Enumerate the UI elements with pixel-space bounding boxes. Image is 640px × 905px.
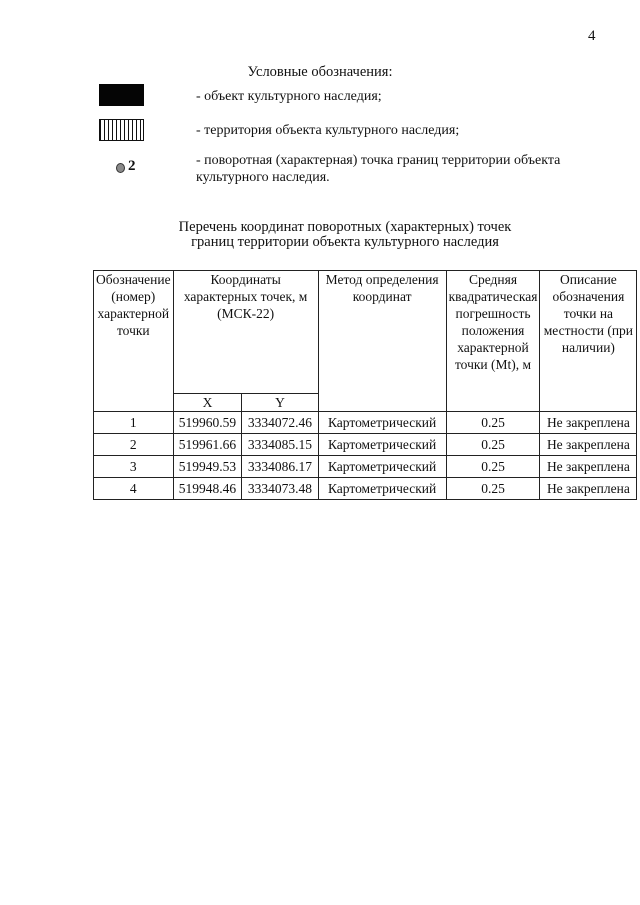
cell-description: Не закреплена	[540, 412, 637, 434]
table-row	[94, 412, 637, 434]
table-row	[94, 456, 637, 478]
cell-method: Картометрический	[318, 412, 446, 434]
page-number: 4	[588, 28, 596, 44]
cell-method: Картометрический	[318, 478, 446, 500]
table-row	[94, 434, 637, 456]
hatched-rectangle-icon	[99, 119, 144, 141]
cell-mt: 0.25	[446, 434, 540, 456]
table-title-line-1: Перечень координат поворотных (характерных) точек	[178, 219, 512, 235]
table-title	[0, 220, 640, 250]
cell-point-number: 2	[94, 434, 174, 456]
legend-item-territory: - территория объекта культурного наследия;	[196, 123, 460, 138]
cell-y: 3334086.17	[242, 456, 318, 478]
legend-item-object: - объект культурного наследия;	[196, 89, 382, 104]
cell-mt: 0.25	[446, 412, 540, 434]
point-label: 2	[128, 158, 136, 174]
cell-method: Картометрический	[318, 456, 446, 478]
cell-description: Не закреплена	[540, 478, 637, 500]
cell-mt: 0.25	[446, 478, 540, 500]
cell-point-number: 3	[94, 456, 174, 478]
cell-point-number: 1	[94, 412, 174, 434]
cell-y: 3334073.48	[242, 478, 318, 500]
cell-mt: 0.25	[446, 456, 540, 478]
coordinates-table	[93, 270, 637, 500]
header-error: Средняя квадратическая погрешность положения характерной точки (Mt), м	[446, 271, 540, 412]
legend-item-point: - поворотная (характерная) точка границ территории объекта культурного наследия.	[196, 153, 561, 185]
cell-y: 3334085.15	[242, 434, 318, 456]
cell-x: 519960.59	[173, 412, 242, 434]
cell-method: Картометрический	[318, 434, 446, 456]
cell-x: 519961.66	[173, 434, 242, 456]
cell-description: Не закреплена	[540, 434, 637, 456]
grey-point-icon	[116, 163, 125, 173]
header-coordinates: Координаты характерных точек, м (МСК-22)	[173, 271, 318, 394]
header-method: Метод определения координат	[318, 271, 446, 412]
header-designation: Обозначение (номер) характерной точки	[94, 271, 174, 412]
cell-x: 519949.53	[173, 456, 242, 478]
header-description: Описание обозначения точки на местности (при наличии)	[540, 271, 637, 412]
header-x: X	[173, 394, 242, 412]
black-rectangle-icon	[99, 84, 144, 106]
cell-x: 519948.46	[173, 478, 242, 500]
cell-point-number: 4	[94, 478, 174, 500]
table-row	[94, 478, 637, 500]
cell-description: Не закреплена	[540, 456, 637, 478]
cell-y: 3334072.46	[242, 412, 318, 434]
table-header-row	[94, 271, 637, 394]
legend-title: Условные обозначения:	[247, 64, 393, 80]
table-title-line-2: границ территории объекта культурного наследия	[191, 234, 499, 250]
header-y: Y	[242, 394, 318, 412]
